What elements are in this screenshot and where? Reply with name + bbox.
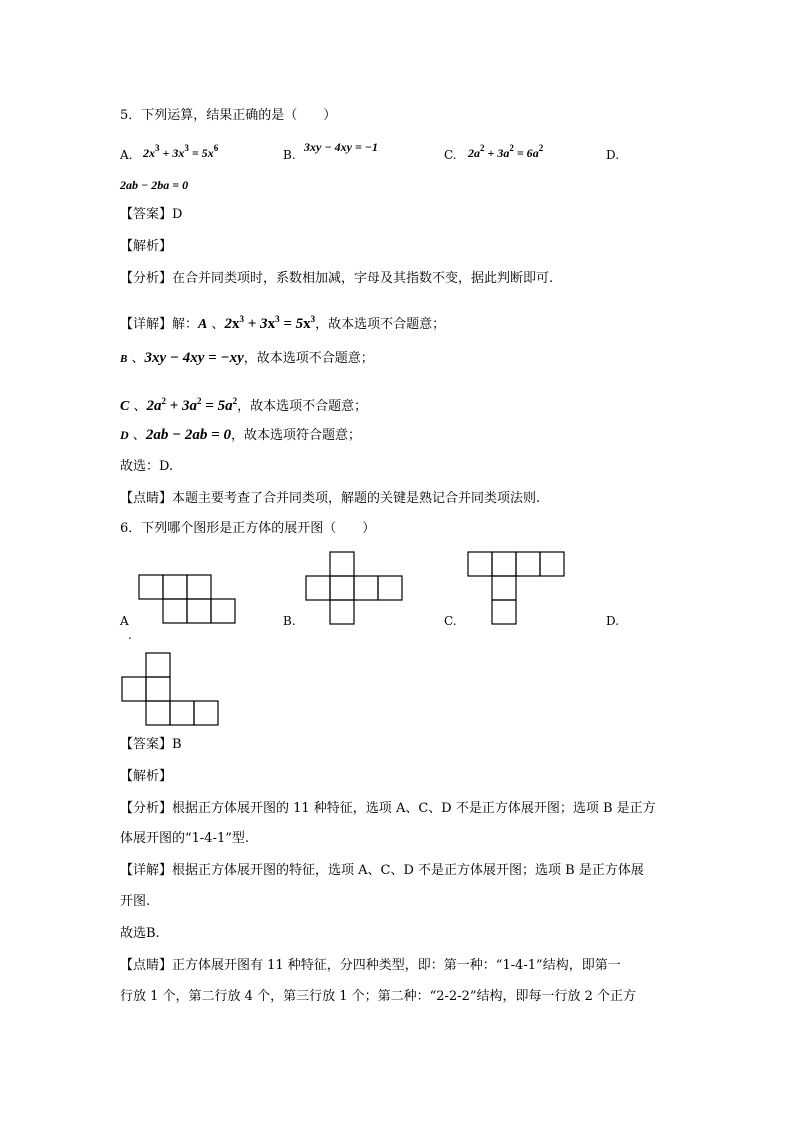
q5-detail-c: C 、$2a^2 + 3a^2 = 5a^2$，故本选项不合题意；: [120, 396, 368, 414]
q5-option-c-label: C.: [444, 148, 457, 162]
q5-analysis-heading: 【解析】: [120, 239, 173, 254]
q5-stem: 5．下列运算，结果正确的是（ ）: [120, 108, 337, 123]
q6-conclusion: 故选B.: [120, 926, 160, 941]
q6-detail-line-2: 开图.: [120, 894, 151, 909]
q5-analysis-fenxi: 【分析】在合并同类项时，系数相加减，字母及其指数不变，据此判断即可.: [120, 271, 554, 286]
q5-option-a-label: A.: [120, 148, 133, 162]
q6-option-b-label: B.: [283, 614, 296, 628]
q6-analysis-heading: 【解析】: [120, 769, 173, 784]
q5-detail-c-suffix: ，故本选项不合题意；: [237, 399, 368, 414]
q6-option-d-label: D.: [606, 614, 620, 628]
q6-option-a-dot: .: [128, 628, 132, 642]
q5-detail-a-suffix: ，故本选项不合题意；: [315, 317, 446, 332]
q6-option-d-net: [121, 652, 221, 727]
q5-option-c-expression: $2a^2 + 3a^2 = 6a^2$: [468, 143, 544, 160]
q5-option-a-expression: $2x^3 + 3x^3 = 5x^6$: [143, 143, 219, 160]
q5-detail-prefix: 【详解】解：: [120, 317, 199, 332]
q5-answer: 【答案】D: [120, 207, 183, 222]
q6-fenxi-line-1: 【分析】根据正方体展开图的 11 种特征，选项 A、C、D 不是正方体展开图；选项 B 是正方: [120, 801, 656, 816]
q5-conclusion: 故选：D.: [120, 459, 174, 474]
q5-option-d-label: D.: [606, 148, 620, 162]
q5-detail-d-suffix: ，故本选项符合题意；: [230, 428, 361, 443]
q6-answer: 【答案】B: [120, 737, 182, 752]
q5-detail-a: 【详解】解：A 、$2x^3 + 3x^3 = 5x^3$，故本选项不合题意；: [120, 314, 446, 332]
q5-option-b-expression: 3xy − 4xy = −1: [304, 140, 379, 154]
q6-dianjing-line-1: 【点睛】正方体展开图有 11 种特征，分四种类型，即：第一种：“1-4-1”结构，即第一: [120, 958, 621, 973]
q5-detail-b-suffix: ，故本选项不合题意；: [243, 351, 374, 366]
q5-dianjing: 【点睛】本题主要考查了合并同类项，解题的关键是熟记合并同类项法则.: [120, 491, 541, 506]
q5-option-d-expression: 2ab − 2ba = 0: [120, 178, 189, 192]
q6-dianjing-line-2: 行放 1 个，第二行放 4 个，第三行放 1 个；第二种：“2-2-2”结构，即每一行放 2 个正方: [120, 989, 637, 1004]
q6-option-c-label: C.: [444, 614, 457, 628]
q6-option-a-net: [138, 574, 238, 626]
q5-detail-b: B 、3xy − 4xy = −xy，故本选项不合题意；: [120, 350, 374, 366]
q6-fenxi-line-2: 体展开图的“1-4-1”型.: [120, 831, 250, 846]
q6-detail-line-1: 【详解】根据正方体展开图的特征，选项 A、C、D 不是正方体展开图；选项 B 是正方体展: [120, 863, 644, 878]
q6-option-b-net: [305, 551, 405, 626]
q6-option-a-label: A: [120, 614, 129, 628]
q6-option-c-net: [467, 551, 567, 626]
q5-option-b-label: B.: [283, 148, 296, 162]
q5-detail-d: D 、2ab − 2ab = 0，故本选项符合题意；: [120, 427, 361, 443]
q6-stem: 6．下列哪个图形是正方体的展开图（ ）: [120, 521, 376, 536]
